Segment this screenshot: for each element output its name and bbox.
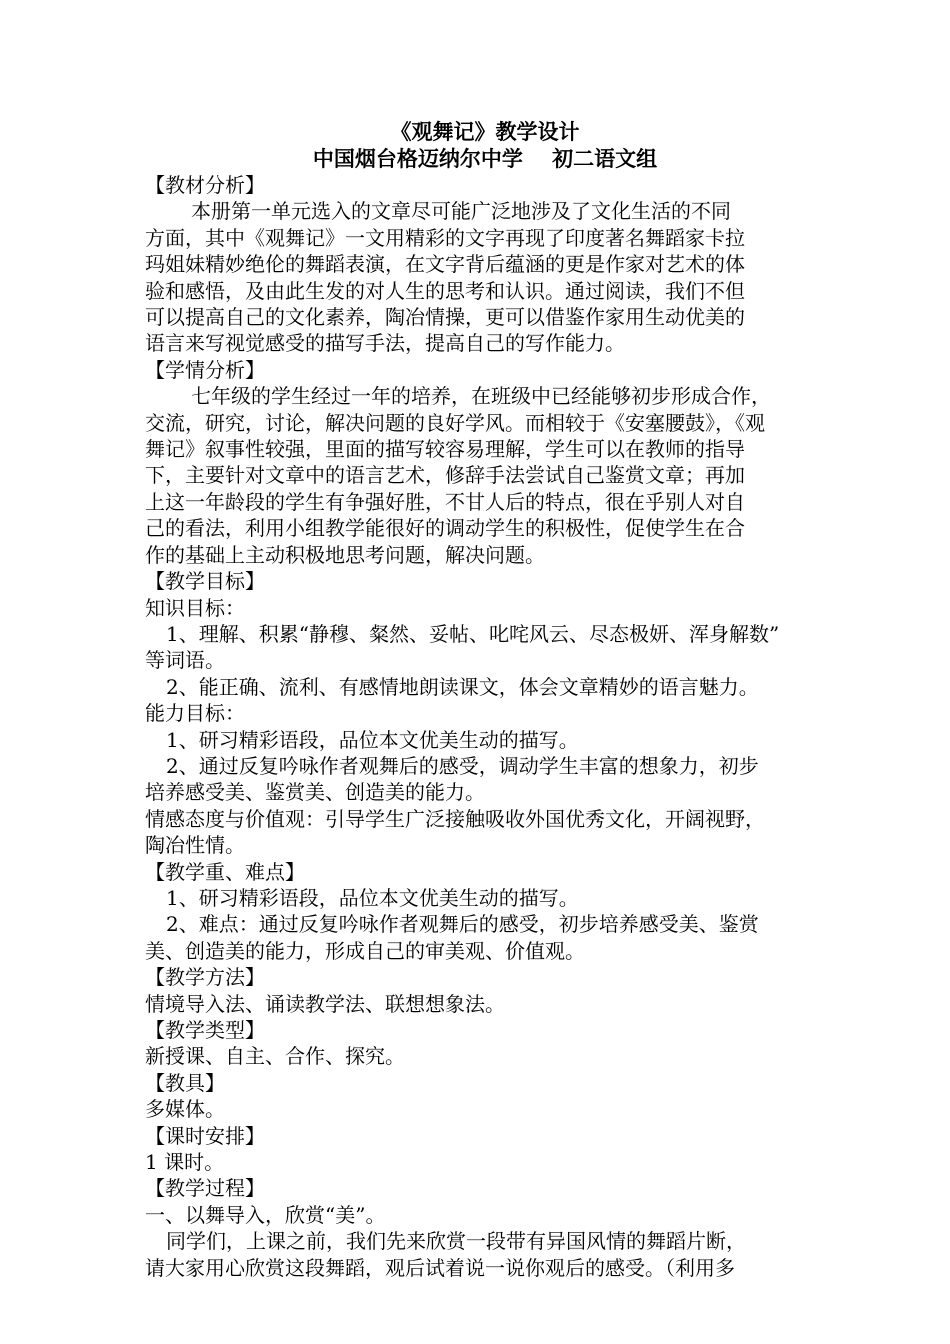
ability-goal-2-cont: 培养感受美、鉴赏美、创造美的能力。 xyxy=(145,780,485,805)
heading-teaching-methods: 【教学方法】 xyxy=(145,965,265,990)
teaching-methods-text: 情境导入法、诵读教学法、联想想象法。 xyxy=(145,991,505,1016)
key-point-2: 2、难点：通过反复吟咏作者观舞后的感受，初步培养感受美、鉴赏 xyxy=(166,912,759,937)
students-line: 舞记》叙事性较强，里面的描写较容易理解，学生可以在教师的指导 xyxy=(145,437,745,462)
heading-student-analysis: 【学情分析】 xyxy=(145,357,265,382)
heading-key-points: 【教学重、难点】 xyxy=(145,859,305,884)
ability-goal-1: 1、研习精彩语段，品位本文优美生动的描写。 xyxy=(166,727,579,752)
students-line: 下，主要针对文章中的语言艺术，修辞手法尝试自己鉴赏文章；再加 xyxy=(145,463,745,488)
process-paragraph-line: 同学们，上课之前，我们先来欣赏一段带有异国风情的舞蹈片断， xyxy=(166,1229,746,1254)
analysis-line: 玛姐妹精妙绝伦的舞蹈表演，在文字背后蕴涵的更是作家对艺术的体 xyxy=(145,252,745,277)
emotion-goal: 情感态度与价值观：引导学生广泛接触吸收外国优秀文化，开阔视野， xyxy=(145,806,765,831)
class-hours-text: 1 课时。 xyxy=(145,1150,225,1175)
knowledge-goal-1: 1、理解、积累“静穆、粲然、妥帖、叱咤风云、尽态极妍、浑身解数” xyxy=(166,621,780,646)
heading-lesson-type: 【教学类型】 xyxy=(145,1018,265,1042)
knowledge-goal-1-cont: 等词语。 xyxy=(145,648,225,673)
key-point-2-cont: 美、创造美的能力，形成自己的审美观、价值观。 xyxy=(145,938,585,963)
document-title: 《观舞记》教学设计 xyxy=(390,119,580,144)
analysis-line: 语言来写视觉感受的描写手法，提高自己的写作能力。 xyxy=(145,331,625,356)
ability-goals-label: 能力目标： xyxy=(145,701,245,726)
emotion-goal-cont: 陶冶性情。 xyxy=(145,833,245,858)
process-step-1: 一、以舞导入，欣赏“美”。 xyxy=(145,1202,386,1227)
key-point-1: 1、研习精彩语段，品位本文优美生动的描写。 xyxy=(166,885,579,910)
lesson-type-text: 新授课、自主、合作、探究。 xyxy=(145,1044,405,1069)
heading-teaching-tools: 【教具】 xyxy=(145,1070,225,1095)
knowledge-goal-2: 2、能正确、流利、有感情地朗读课文，体会文章精妙的语言魅力。 xyxy=(166,674,759,699)
analysis-line: 可以提高自己的文化素养，陶冶情操，更可以借鉴作家用生动优美的 xyxy=(145,305,745,330)
heading-teaching-goals: 【教学目标】 xyxy=(145,569,265,594)
heading-teaching-process: 【教学过程】 xyxy=(145,1176,265,1201)
heading-class-hours: 【课时安排】 xyxy=(145,1123,265,1148)
ability-goal-2: 2、通过反复吟咏作者观舞后的感受，调动学生丰富的想象力，初步 xyxy=(166,753,759,778)
document-page xyxy=(145,118,825,1281)
students-line: 作的基础上主动积极地思考问题，解决问题。 xyxy=(145,542,545,567)
students-line: 上这一年龄段的学生有争强好胜，不甘人后的特点，很在乎别人对自 xyxy=(145,489,745,514)
heading-textbook-analysis: 【教材分析】 xyxy=(145,173,265,197)
students-line: 交流，研究，讨论，解决问题的良好学风。而相较于《安塞腰鼓》，《观 xyxy=(145,410,765,435)
students-line: 己的看法，利用小组教学能很好的调动学生的积极性，促使学生在合 xyxy=(145,516,745,541)
teaching-tools-text: 多媒体。 xyxy=(145,1097,225,1122)
students-line: 七年级的学生经过一年的培养，在班级中已经能够初步形成合作， xyxy=(191,384,771,409)
process-paragraph-line: 请大家用心欣赏这段舞蹈，观后试着说一说你观后的感受。（利用多 xyxy=(145,1255,735,1280)
analysis-line: 验和感悟，及由此生发的对人生的思考和认识。通过阅读，我们不但 xyxy=(145,278,745,303)
analysis-line: 方面，其中《观舞记》一文用精彩的文字再现了印度著名舞蹈家卡拉 xyxy=(145,225,745,250)
analysis-line: 本册第一单元选入的文章尽可能广泛地涉及了文化生活的不同 xyxy=(191,199,731,224)
knowledge-goals-label: 知识目标： xyxy=(145,595,245,620)
document-subtitle: 中国烟台格迈纳尔中学 初二语文组 xyxy=(312,146,658,171)
